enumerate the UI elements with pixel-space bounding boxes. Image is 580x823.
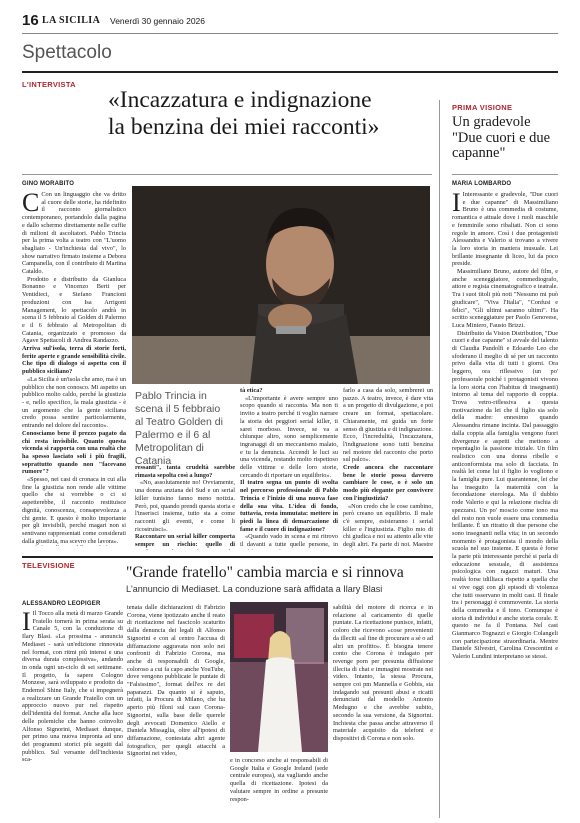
drop-cap: C [22, 191, 40, 217]
main-headline-line1: «Incazzatura e indignazione [108, 87, 372, 113]
bottom-headline: "Grande fratello" cambia marcia e si rinnova [126, 564, 404, 581]
section-title: Spettacolo [22, 42, 112, 63]
bottom-rule [22, 556, 433, 558]
tv-photo [230, 602, 328, 752]
main-headline [108, 87, 448, 141]
sidebar-kicker: PRIMA VISIONE [452, 103, 513, 112]
bottom-col3: e in concorso anche ai responsabili di Google Italia e Google Ireland (sede centrale europea), sta vagliando anche quella di ricettazione. Ipotesi da valutare sempre in ordine a presunte respon- [230, 757, 328, 803]
bottom-byline: ALESSANDRO LEOPIGER [22, 601, 101, 607]
bottom-kicker: TELEVISIONE [22, 561, 75, 570]
photo-caption: Pablo Trincia in scena il 5 febbraio al Teatro Golden di Palermo e il 6 al Metropolitan di Catania [135, 390, 223, 467]
page-number: 16 [22, 12, 39, 29]
sidebar-byline: MARIA LOMBARDO [452, 181, 512, 187]
main-col3: tà etica? «L'importante è avere sempre uno scopo quando si racconta. Ma non ti invito a teatro perché ti voglio narrare la storia dei peggiori serial killer, ti sarei morboso. Invece, se va a chiunque altro, sono semplicemente ingranaggi di un meccanismo malato, e tu la denuncia. Accendi le luci su una vicenda, restando molto rispettoso delle vittime e delle loro storie, cercando di riportare un equilibrio». Il teatro segna un punto di svolta nel percorso professionale di Pablo Trincia e l'inizio di una nuova fase della sua vita. L'idea di fondo, tuttavia, resta immutata: mettere in piedi la linea di demarcazione di fame e il cuore di indignazione? «Quando vado in scena e mi ritrovo il davanti a tutte quelle persone, in [240, 387, 338, 549]
section-rule [22, 71, 558, 73]
main-col4: farlo a casa da solo, sembrerei un pazzo. A teatro, invece, è dare vita a un progetto di divulgazione, e poi creare un format, spettacolare. Chiaramente, mi guida un forte senso di giustizia e di indignazione. Ecco, l'incredulità, l'incazzatura, l'indignazione sono tutti benzina nel motore del racconto che porto sul palco». Crede ancora che raccontare bene le storie possa davvero cambiare le cose, o è solo un modo più elegante per convivere con l'ingiustizia? «Non credo che le cose cambino, però creano un equilibrio. Il male c'è sempre, esisteranno i serial killer e l'ingiustizia. Figlio mio di chi giudica e noi su attento alle vite degli altri. Fa parte di noi. Maestre [343, 387, 433, 549]
main-byline: GINO MORABITO [22, 181, 75, 187]
woman-in-white-dress-on-stage-photo-icon [230, 602, 328, 752]
sidebar-body: I Interessante e gradevole, "Due cuori e due capanne" di Massimiliano Bruno è una commedia di costume, romantica e attuale dove i ruoli maschile e femminile sono ribaltati. Non ci sono regole in amore. Così i due protagonisti Alessandra e Valerio si trovano a vivere la loro storia in maniera inusuale. Lei brillante insegnante di liceo, lui da poco preside. Massimiliano Bruno, autore del film, e anche sceneggiatore, commediografo, attore e regista cinematografico e teatrale. Tra i suoi titoli più noti "Nessuno mi può giudicare", "Viva l'Italia", "Confusi e felici", "Gli ultimi saranno ultimi". Ha scritto sceneggiature per Paolo Genovese, Luca Miniero, Fausto Brizzi. Distribuito da Vision Distribution, "Due cuori e due capanne" si avvale del talento di Claudia Pandolfi e Edoardo Leo che sfoderano il meglio di sé per un racconto privo dalla vita di tutti i giorni. Ora leggero, ora riflessivo (un po' professorale poiché i protagonisti vivono la loro storia con l'habitus di insegnanti) intorno al tema del rapporto di coppia. Trova vetro-riflessiva a questa motivazione da lei che il figlio sia solo della madre: ennesimo quando Alessandra rimane incinta. Dal passaggio dalla coppia alla famiglia vengono fuori divergenze e aspetti che mettono a repentaglio la passione iniziale. Un film realistico con una donna ribelle e anticonformista ma solo di facciata. In realtà lei come lui il figlio lo vogliono e la famiglia pure. Lui quarantenne, lei che ha inseguito la maternità con la fecondazione eterologa. Ma il dubbio rode Valerio e qui la relazione rischia di spezzarsi. Un po' moscio come tono ma del resto non vuole essere una commedia brillante. È un ritratto di due persone che sono insegnanti nella vita; in un secondo momento è protagonista il mondo della scuola nel suo insieme. E questa è forse la parte più interessante perché si parla di educazione sessuale, di assistenza psicologica con ragazzi maturi. Una realtà forse idilliaca rispetto a quella che si vive oggi con gli episodi di violenza che tutti osservano in molti casi. Il finale tra i personaggi è commovente. La storia della commedia e il tono. Comunque è storia di individui e anche storia corale. E questo ne fa il Fontana. Nel cast Gianmarco Tognazzi e Giorgio Colangeli con partecipazione straordinaria. Mentre Daniele Silvestri, Carolina Crescentini e Valerio Lundini interpretano se stessi. [452, 191, 558, 661]
portrait-photo [132, 186, 430, 384]
newspaper-name: LA SICILIA [42, 15, 101, 26]
main-byline-rule [22, 174, 432, 175]
issue-date: Venerdì 30 gennaio 2026 [110, 16, 206, 26]
main-kicker: L'INTERVISTA [22, 80, 76, 89]
sidebar-byline-rule [452, 174, 558, 175]
header-rule [22, 33, 558, 34]
main-headline-line2: la benzina dei miei racconti» [108, 114, 380, 140]
man-with-hand-on-chin-photo-icon [132, 186, 430, 384]
main-col1: C Con un linguaggio che va dritto al cuore delle storie, ha ridefinito il racconto giornalistico contemporaneo, portandolo dalla pagina e dallo schermo direttamente nelle cuffie di milioni di ascoltatori. Pablo Trincia per la prima volta a teatro con "L'uomo sbagliato - Un'inchiesta dal vivo", lo show narrativo firmato insieme a Debora Campanella, con il contributo di Martina Cataldo. Prodotto e distribuito da Gianluca Bonanno e Vincenzo Berti per Ventidieci, e Stefano Francioni produzioni con Isa Arrigoni Management, lo spettacolo andrà in scena il 5 febbraio al Golden di Palermo e il 6 febbraio al Metropolitan di Catania, organizzato e promosso da Agave Spettacoli di Andrea Randazzo. Arriva sul'isola, terra di storie forti, ferite aperte e grande sensibilità civile. Che tipo di dialogo si aspetta con il pubblico siciliano? «La Sicilia è un'isola che amo, ma è un pubblico che non conosco. Mi aspetto un pubblico molto caldo, perché la giustizia - e, nello specifico, la mala giustizia - è un argomento che la gente siciliana credo possa sentire particolarmente, entrando nel dolore del racconto». Conosciamo bene il prezzo pagato da chi resta invisibile. Quanto questa vicenda si rapporta con una realtà che ha spesso lasciato soli i più fragili, soprattutto quando non "facevano rumore"? «Spesso, nei casi di cronaca in cui alla fine la giustizia non rende alle vittime quello che si vorrebbe o ci si aspetterebbe, il racconto restituisce dignità, conoscenza, consapevolezza a chi gente. E questo è molto importante per gli invisibili, perché magari non si sentivano rappresentati come considerati dalla giustizia, ma scevro che lavora». [22, 191, 126, 545]
main-col2: ressanti", tanta crudeltà sarebbe rimasta sepolta così a lungo? «No, assolutamente no! Ovviamente, una donna anziana del Sud e un serial killer tunisino fanno meno notizia. Però, poi, quando prendi questa storia e l'inserisci insieme, tutto sta a come racconti gli eventi, e come li ricostruisci». Raccontare un serial killer comporta sempre un rischio: quello di [135, 464, 235, 549]
bottom-col2: tenata dalle dichiarazioni di Fabrizio Corona, viene ipotizzato anche il reato di ricettazione nel fascicolo scaturito dalla denuncia dei legali di Alfonso Signorini e con al centro l'accusa di diffamazione aggravata non solo nei confronti di Fabrizio Corona, ma anche di responsabili di Google, coloroso a cui fa capo anche YouTube, dove vengono pubblicate le puntate di "Falsissimo", format dell'ex re dei paparazzi. Da quanto si è saputo, infatti, la Procura di Milano, che ha aperto più filoni sul caso Corona-Signorini, sulla base delle querele degli avvocati Domenico Aiello e Daniela Missaglia, oltre all'ipotesi di diffamazione, contestata altri agente fotografico, per quegli attacchi a Signorini nei video, [127, 604, 225, 758]
bottom-drop-cap: I [22, 610, 31, 636]
column-divider [439, 100, 440, 818]
bottom-col4: sabilità del motore di ricerca e in relazione al caricamento di quelle puntate. La ricettazione punisce, infatti, coloro che ricevono «cose provenienti da illeciti «al fine di procurare a sé o ad altri un profitto». È bisogna tenere conto che Corona è indagato per revenge porn per presunta diffusione illecita di chat e immagini mostrate nei video. Intanto, la stessa Procura, sempre coi pm Mannella e Gobbis, sta indagando sui presunti abusi e ricatti denunciati dal modello Antonio Medugno e che avrebbe subito, secondo la sua versione, da Signorini. Inchiesta che passa anche attraverso il materiale acquisito da telefoni e dispositivi di Corona e non solo. [333, 604, 433, 742]
sidebar-drop-cap: I [452, 191, 461, 217]
bottom-col1: I Il Tocco alla metà di marzo Grande Fratello tornerà in prima serata su Canale 5, con la conduzione di Ilary Blasi. «La prossima - annuncia Mediaset - sarà un'edizione rinnovata nel format, con ritmi più intensi e una diversa durata complessiva», andando in onda ogni un-ciclo di sei settimane. Il progetto, fa sapere Cologno Monzese, sarà sviluppato e prodotto da Endemol Shine Italy, che si impegnerà a realizzare un Grande Fratello con un approccio nuovo pur nel rispetto dell'identità del format. Anche alla luce delle polemiche che hanno coinvolto Alfonso Signorini, Mediaset dunque, per primo una nuova impronta ad uno dei programmi storici più seguiti dal pubblico. Sul versante dell'inchiesta sca- [22, 610, 123, 764]
sidebar-title: Un gradevole "Due cuori e due capanne" [452, 114, 551, 161]
bottom-subhead: L'annuncio di Mediaset. La conduzione sarà affidata a Ilary Blasi [126, 584, 383, 594]
